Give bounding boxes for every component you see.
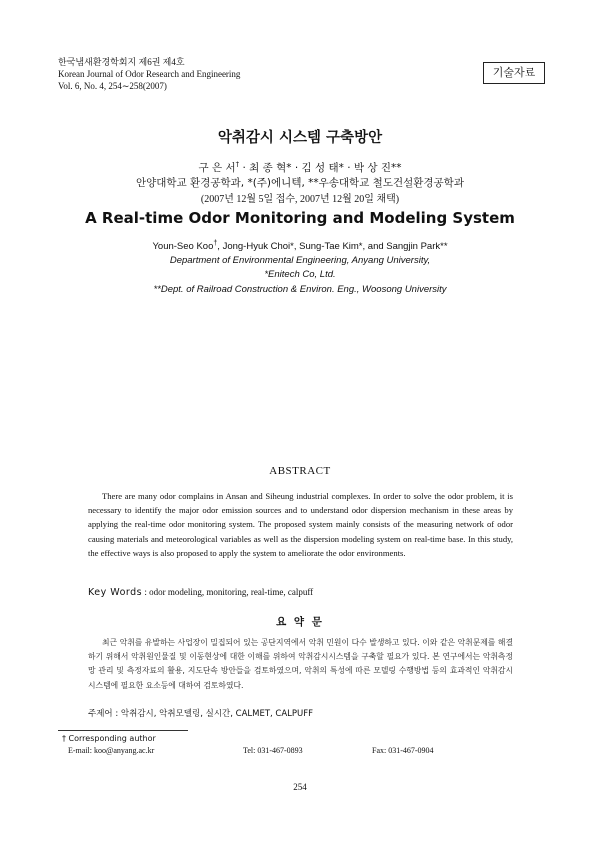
- english-coauthors: , Jong-Hyuk Choi*, Sung-Tae Kim*, and Sangjin Park**: [217, 241, 448, 253]
- journal-name-korean: 한국냄새환경학회지 제6권 제4호: [58, 57, 185, 67]
- affiliation-enitech: *Enitech Co, Ltd.: [264, 269, 336, 280]
- article-type-badge: 기술자료: [483, 62, 545, 84]
- english-title: A Real-time Odor Monitoring and Modeling System: [85, 209, 515, 227]
- page-number: 254: [293, 782, 307, 792]
- footnote-fax: Fax: 031-467-0904: [372, 746, 434, 755]
- corresponding-mark-en: †: [213, 240, 218, 247]
- abstract-text: There are many odor complains in Ansan and Siheung industrial complexes. In order to solve the odor problem, it is necessary to identify the major odor emission sources and to understand odor dispersion mechanism in these areas by applying the real-time odor monitoring system. The proposed system mainly consists of the measuring network of odor causing materials and meteorological variables as well as the dispersion modeling system on real-time base. In this study, the effective ways is also proposed to apply the system to ameliorate the odor environments.: [88, 491, 513, 558]
- corresponding-mark: †: [235, 160, 240, 169]
- korean-keywords: 주제어 : 악취감시, 악취모델링, 실시간, CALMET, CALPUFF: [88, 709, 314, 719]
- footnote-tel: Tel: 031-467-0893: [243, 746, 303, 755]
- korean-first-author: 구 은 서: [198, 162, 236, 174]
- keywords-list: : odor modeling, monitoring, real-time, calpuff: [142, 587, 314, 597]
- footnote-heading: † Corresponding author: [62, 734, 156, 743]
- abstract-heading: ABSTRACT: [269, 465, 331, 477]
- affiliation-woosong: **Dept. of Railroad Construction & Environ. Eng., Woosong University: [153, 284, 447, 295]
- keywords: [88, 587, 313, 598]
- received-accepted-dates: (2007년 12월 5일 접수, 2007년 12월 20일 채택): [200, 194, 400, 205]
- korean-authors: [0, 160, 600, 175]
- footnote-divider: [58, 730, 188, 731]
- journal-volume: Vol. 6, No. 4, 254∼258(2007): [58, 81, 167, 91]
- korean-title: 악취감시 시스템 구축방안: [217, 130, 383, 146]
- journal-header: [58, 56, 240, 92]
- korean-summary-text: 최근 악취를 유발하는 사업장이 밀집되어 있는 공단지역에서 악취 민원이 다수 발생하고 있다. 이와 같은 악취문제를 해결하기 위해서 악취원인물질 및 이동현상에 대한 이해를 위하여 악취감시시스템을 구축할 필요가 있다. 본 연구에서는 악취측정망 관리 및 측정자료의 활용, 지도단속 방안들을 검토하였으며, 악취의 특성에 따른 모델링 수행방법 등의 효과적인 악취감시 시스템에 필요한 요소등에 대하여 검토하였다.: [88, 638, 513, 690]
- keywords-label: Key Words: [88, 587, 143, 598]
- english-first-author: Youn-Seo Koo: [152, 241, 214, 253]
- footnote-email: E-mail: koo@anyang.ac.kr: [68, 746, 155, 755]
- korean-summary-heading: 요 약 문: [276, 616, 324, 628]
- korean-affiliation: 안양대학교 환경공학과, *(주)에니텍, **우송대학교 철도건설환경공학과: [136, 177, 464, 189]
- affiliation-anyang: Department of Environmental Engineering, Anyang University,: [169, 255, 431, 266]
- journal-name-english: Korean Journal of Odor Research and Engineering: [58, 69, 241, 79]
- korean-coauthors: · 최 종 혁* · 김 성 태* · 박 상 진**: [239, 162, 402, 174]
- english-authors: [0, 240, 600, 252]
